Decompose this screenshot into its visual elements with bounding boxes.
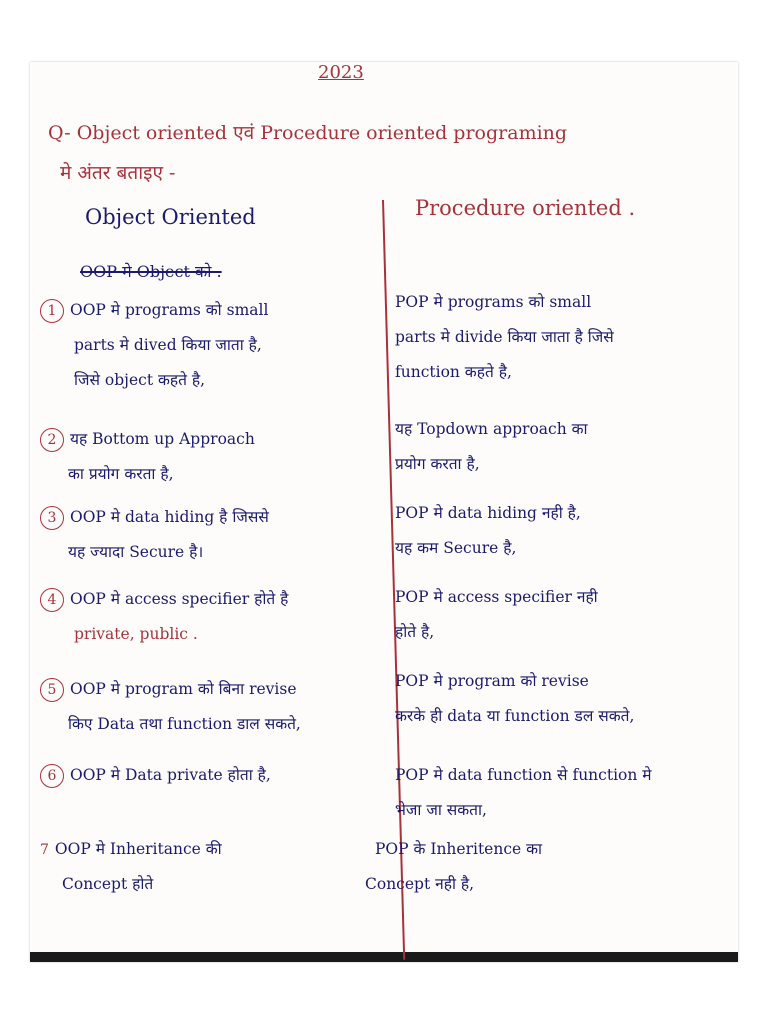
- left-point-6: [40, 758, 271, 793]
- right-point-4: [395, 580, 598, 650]
- struck-out-text: OOP मे Object को .: [80, 262, 222, 281]
- point-number: 7: [40, 842, 49, 858]
- year-heading: 2023: [318, 62, 364, 83]
- point-line: करके ही data या function डल सकते,: [395, 707, 635, 725]
- point-line: का प्रयोग करता है,: [68, 465, 174, 483]
- point-number: 3: [40, 506, 64, 530]
- point-line: भेजा जा सकता,: [395, 801, 487, 819]
- left-point-7: [40, 832, 222, 902]
- question-line-2: मे अंतर बताइए -: [60, 162, 176, 184]
- point-line: यह कम Secure है,: [395, 539, 517, 557]
- right-point-3: [395, 496, 581, 566]
- point-line: यह Bottom up Approach: [70, 430, 255, 448]
- point-number: 5: [40, 678, 64, 702]
- point-line: OOP मे program को बिना revise: [70, 680, 297, 698]
- point-line: यह ज्यादा Secure है।: [68, 543, 204, 561]
- point-number: 6: [40, 764, 64, 788]
- left-point-3: [40, 500, 269, 570]
- point-line: function कहते है,: [395, 363, 512, 381]
- point-line: parts मे dived किया जाता है,: [74, 336, 262, 354]
- left-point-1: [40, 293, 268, 398]
- point-line: POP मे data function से function मे: [395, 766, 652, 784]
- question-line-1: Q- Object oriented एवं Procedure oriented programing: [48, 122, 568, 144]
- point-line: OOP मे access specifier होते है: [70, 590, 289, 608]
- point-line: POP मे access specifier नही: [395, 588, 598, 606]
- point-line: OOP मे programs को small: [70, 301, 269, 319]
- point-line: parts मे divide किया जाता है जिसे: [395, 328, 614, 346]
- question-text: [48, 113, 718, 193]
- right-point-6: [395, 758, 652, 828]
- right-point-2: [395, 412, 588, 482]
- left-column-heading: Object Oriented: [85, 205, 256, 229]
- point-line: जिसे object कहते है,: [74, 371, 206, 389]
- point-line: POP मे data hiding नही है,: [395, 504, 581, 522]
- point-line: OOP मे data hiding है जिससे: [70, 508, 269, 526]
- point-line: POP मे programs को small: [395, 293, 592, 311]
- point-number: 2: [40, 428, 64, 452]
- left-point-2: [40, 422, 255, 492]
- page-bottom-edge: [30, 952, 738, 962]
- point-line: यह Topdown approach का: [395, 420, 588, 438]
- point-line: POP मे program को revise: [395, 672, 589, 690]
- right-point-7: [365, 832, 542, 902]
- left-point-5: [40, 672, 301, 742]
- point-line: POP के Inheritence का: [375, 840, 543, 858]
- point-line: Concept होते: [62, 875, 154, 893]
- point-line: होते है,: [395, 623, 435, 641]
- left-point-4: [40, 582, 288, 652]
- point-number: 4: [40, 588, 64, 612]
- point-line: Concept नही है,: [365, 875, 475, 893]
- point-number: 1: [40, 299, 64, 323]
- point-line: किए Data तथा function डाल सकते,: [68, 715, 301, 733]
- point-line: प्रयोग करता है,: [395, 455, 480, 473]
- point-line: OOP मे Data private होता है,: [70, 766, 271, 784]
- right-column-heading: Procedure oriented .: [415, 196, 636, 220]
- point-line: OOP मे Inheritance की: [54, 840, 222, 858]
- right-point-1: [395, 285, 614, 390]
- point-line: private, public .: [74, 625, 198, 643]
- right-point-5: [395, 664, 634, 734]
